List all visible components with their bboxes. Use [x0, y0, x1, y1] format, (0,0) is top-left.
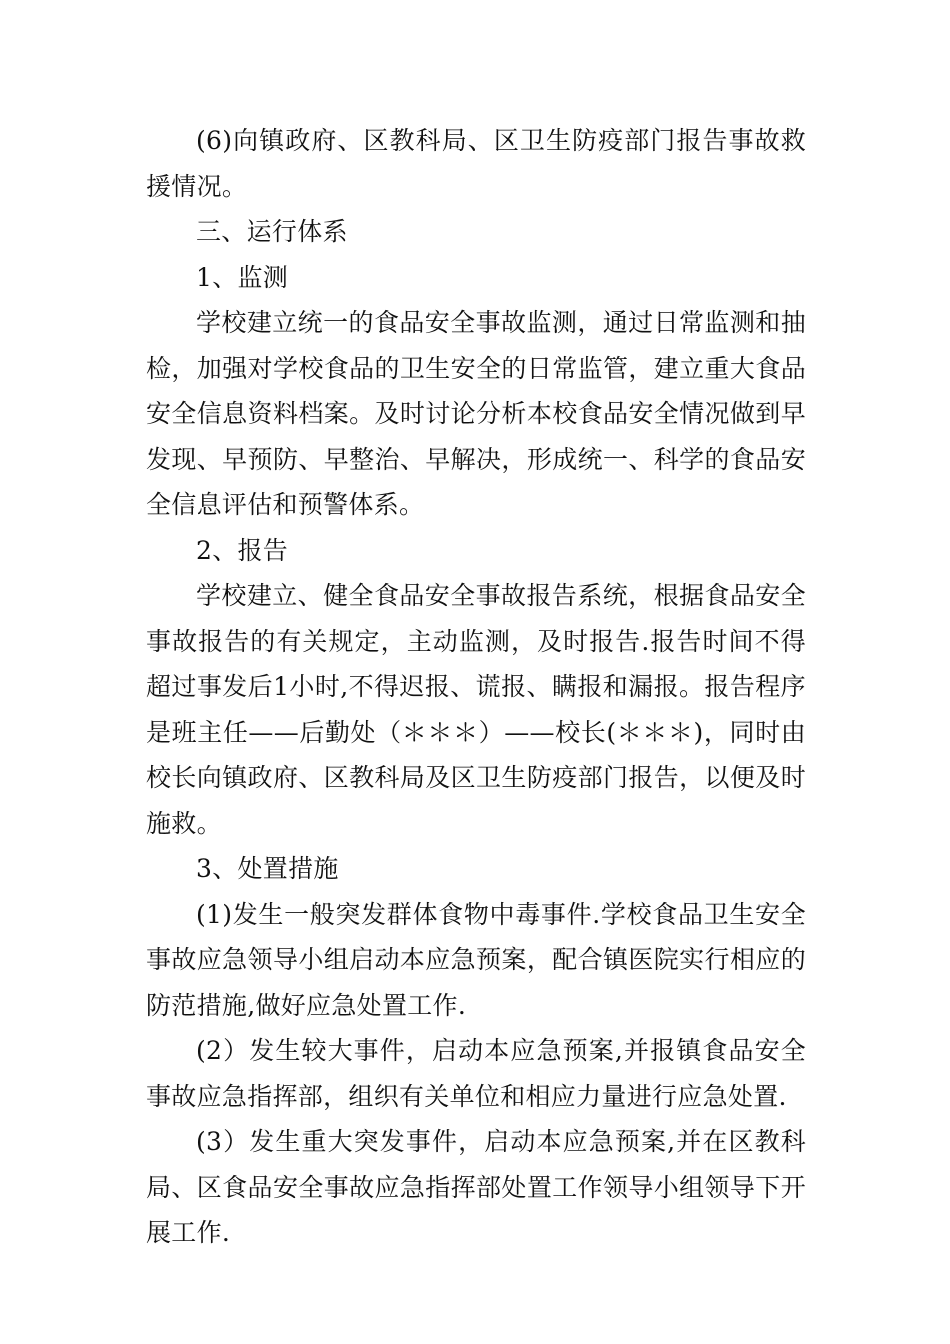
paragraph-monitoring: 学校建立统一的食品安全事故监测，通过日常监测和抽检，加强对学校食品的卫生安全的日常监管，建立重大食品安全信息资料档案。及时讨论分析本校食品安全情况做到早发现、早预防、早整治、早解决，形成统一、科学的食品安全信息评估和预警体系。: [146, 308, 806, 519]
paragraph-measure-3: (3）发生重大突发事件，启动本应急预案,并在区教科局、区食品安全事故应急指挥部处置工作领导小组领导下开展工作.: [146, 1127, 806, 1247]
paragraph-measure-2: (2）发生较大事件，启动本应急预案,并报镇食品安全事故应急指挥部，组织有关单位和相应力量进行应急处置.: [146, 1036, 806, 1111]
paragraph-measure-1: (1)发生一般突发群体食物中毒事件.学校食品卫生安全事故应急领导小组启动本应急预案，配合镇医院实行相应的防范措施,做好应急处置工作.: [146, 899, 806, 1020]
paragraph-reporting: 学校建立、健全食品安全事故报告系统，根据食品安全事故报告的有关规定，主动监测，及时报告.报告时间不得超过事发后1小时,不得迟报、谎报、瞒报和漏报。报告程序是班主任——后勤处（＊＊＊）——校长(＊＊＊)，同时由校长向镇政府、区教科局及区卫生防疫部门报告，以便及时施救。: [146, 581, 806, 838]
section-heading-operation-system: 三、运行体系: [196, 217, 348, 246]
paragraph-accident-report-6: (6)向镇政府、区教科局、区卫生防疫部门报告事故救援情况。: [146, 126, 806, 201]
subheading-disposal-measures: 3、处置措施: [196, 854, 339, 883]
subheading-monitoring: 1、监测: [196, 262, 289, 292]
subheading-reporting: 2、报告: [196, 535, 289, 565]
document-body: [146, 118, 806, 1256]
